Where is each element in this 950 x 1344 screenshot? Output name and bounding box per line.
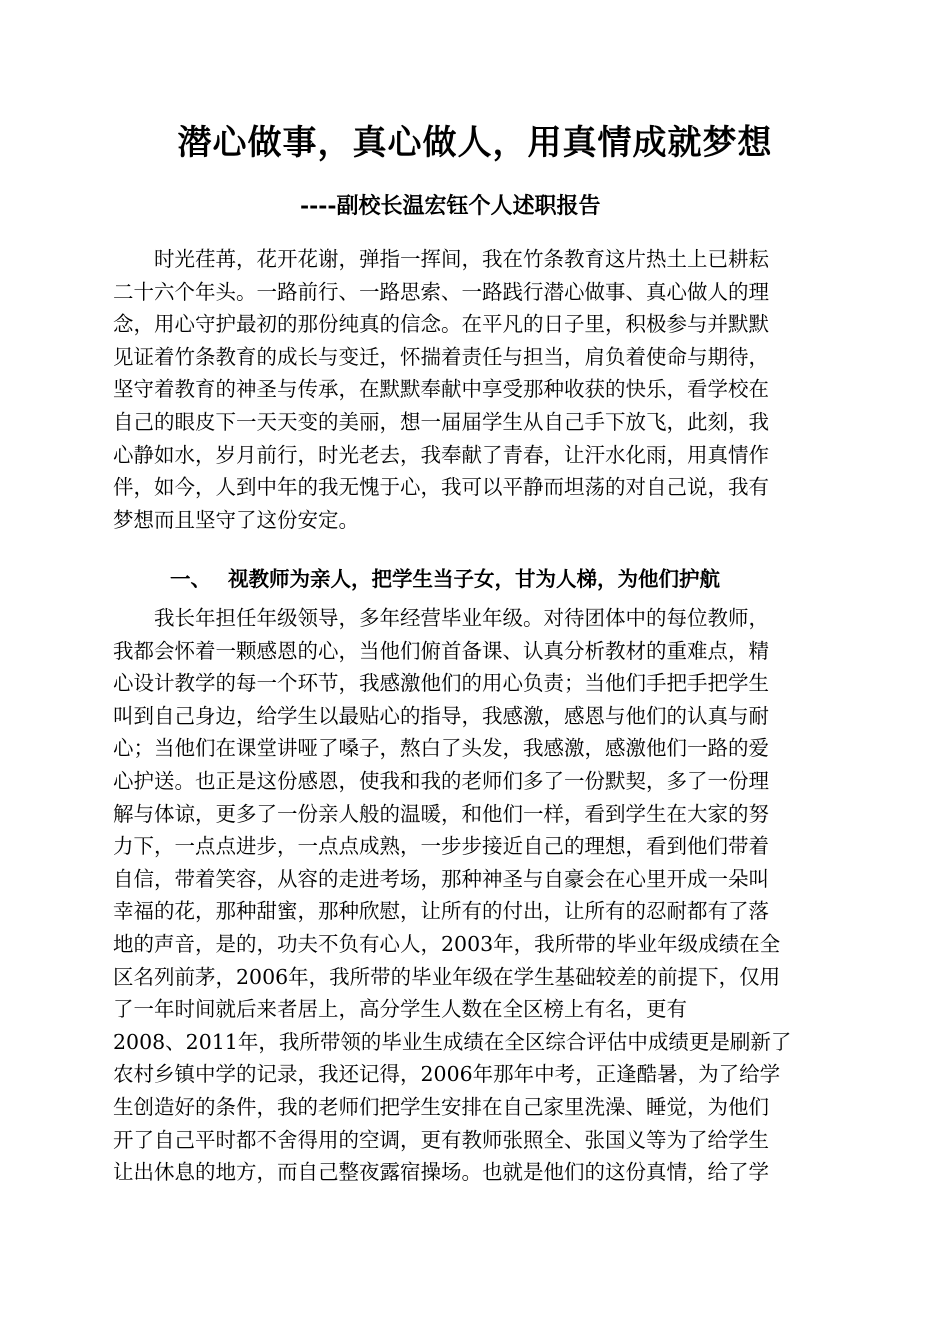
paragraph-line: 叫到自己身边，给学生以最贴心的指导，我感激，感恩与他们的认真与耐 [113,703,769,728]
paragraph-line: 幸福的花，那种甜蜜，那种欣慰，让所有的付出，让所有的忍耐都有了落 [113,899,769,924]
paragraph-line: 坚守着教育的神圣与传承，在默默奉献中享受那种收获的快乐，看学校在 [113,377,769,402]
paragraph-line: 心护送。也正是这份感恩，使我和我的老师们多了一份默契，多了一份理 [113,768,769,793]
paragraph-line: 地的声音，是的，功夫不负有心人，2003年，我所带的毕业年级成绩在全 [113,931,781,956]
paragraph-line: 解与体谅，更多了一份亲人般的温暖，和他们一样，看到学生在大家的努 [113,801,769,826]
paragraph-line: 二十六个年头。一路前行、一路思索、一路践行潜心做事、真心做人的理 [113,279,769,304]
intro-paragraph [113,243,833,536]
paragraph-line: 时光荏苒，花开花谢，弹指一挥间，我在竹条教育这片热土上已耕耘 [113,247,769,271]
paragraph-line: 了一年时间就后来者居上，高分学生人数在全区榜上有名，更有 [113,997,687,1022]
document-title: 潜心做事，真心做人，用真情成就梦想 [177,123,773,163]
paragraph-line: 伴，如今，人到中年的我无愧于心，我可以平静而坦荡的对自己说，我有 [113,475,769,500]
paragraph-line: 让出休息的地方，而自己整夜露宿操场。也就是他们的这份真情，给了学 [113,1160,769,1185]
paragraph-line: 力下，一点点进步，一点点成熟，一步步接近自己的理想，看到他们带着 [113,834,769,859]
section-heading-text: 视教师为亲人，把学生当子女，甘为人梯，为他们护航 [228,567,720,591]
body-paragraph [113,602,833,1189]
paragraph-line: 念，用心守护最初的那份纯真的信念。在平凡的日子里，积极参与并默默 [113,312,769,337]
paragraph-line: 生创造好的条件，我的老师们把学生安排在自己家里洗澡、睡觉，为他们 [113,1094,769,1119]
section-number: 一、 [170,567,211,591]
paragraph-line: 自信，带着笑容，从容的走进考场，那种神圣与自豪会在心里开成一朵叫 [113,866,769,891]
paragraph-line: 梦想而且坚守了这份安定。 [113,507,359,532]
section-heading [170,562,850,596]
paragraph-line: 我长年担任年级领导，多年经营毕业年级。对待团体中的每位教师， [113,606,769,630]
paragraph-line: 开了自己平时都不舍得用的空调，更有教师张照全、张国义等为了给学生 [113,1127,769,1152]
paragraph-line: 心设计教学的每一个环节，我感激他们的用心负责；当他们手把手把学生 [113,671,769,696]
paragraph-line: 区名列前茅，2006年，我所带的毕业年级在学生基础较差的前提下，仅用 [113,964,781,989]
paragraph-line: 心；当他们在课堂讲哑了嗓子，熬白了头发，我感激，感激他们一路的爱 [113,736,769,761]
paragraph-line: 见证着竹条教育的成长与变迁，怀揣着责任与担当，肩负着使命与期待， [113,344,769,369]
document-subtitle: ----副校长温宏钰个人述职报告 [300,193,601,219]
paragraph-line: 2008、2011年，我所带领的毕业生成绩在全区综合评估中成绩更是刷新了 [113,1029,792,1054]
paragraph-line: 自己的眼皮下一天天变的美丽，想一届届学生从自己手下放飞，此刻，我 [113,409,769,434]
paragraph-line: 心静如水，岁月前行，时光老去，我奉献了青春，让汗水化雨，用真情作 [113,442,769,467]
paragraph-line: 我都会怀着一颗感恩的心，当他们俯首备课、认真分析教材的重难点，精 [113,638,769,663]
paragraph-line: 农村乡镇中学的记录，我还记得，2006年那年中考，正逢酷暑，为了给学 [113,1062,781,1087]
